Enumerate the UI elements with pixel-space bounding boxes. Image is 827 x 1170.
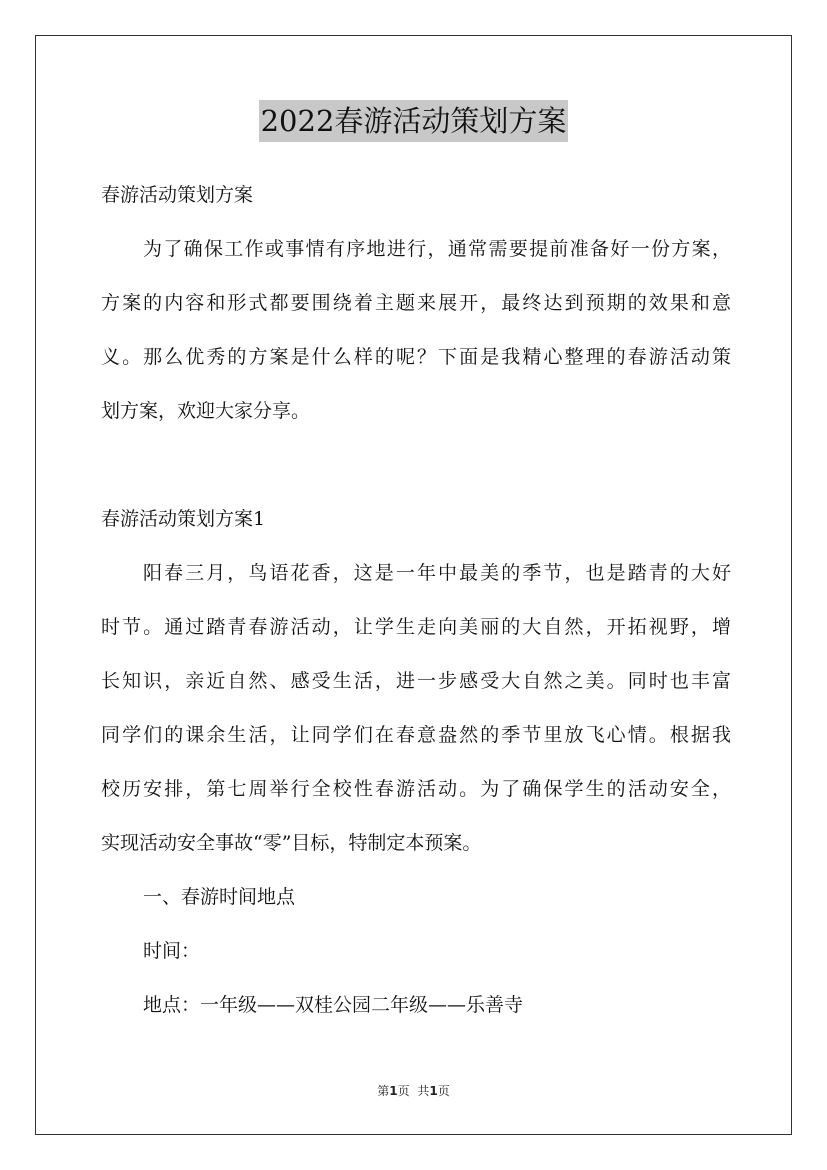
document-body [101, 168, 731, 1032]
text-line: 地点：一年级——双桂公园二年级——乐善寺 [143, 994, 524, 1016]
text-line: 同学们的课余生活，让同学们在春意盎然的季节里放飞心情。根据我 [101, 724, 731, 746]
total-prefix: 共 [417, 1084, 430, 1098]
text-line: 方案的内容和形式都要围绕着主题来展开，最终达到预期的效果和意 [101, 292, 731, 314]
total-suffix: 页 [437, 1084, 450, 1098]
text-line: 春游活动策划方案 [101, 184, 254, 206]
text-line: 义。那么优秀的方案是什么样的呢？下面是我精心整理的春游活动策 [101, 346, 731, 368]
text-line: 校历安排，第七周举行全校性春游活动。为了确保学生的活动安全， [101, 778, 731, 800]
blank-line [101, 438, 731, 492]
document-title: 2022春游活动策划方案 [259, 100, 569, 142]
subsection-heading: 一、春游时间地点 [143, 886, 296, 908]
text-line: 划方案，欢迎大家分享。 [101, 400, 311, 422]
text-line: 为了确保工作或事情有序地进行，通常需要提前准备好一份方案， [143, 238, 731, 260]
title-wrap [0, 100, 827, 142]
page-suffix: 页 [397, 1084, 410, 1098]
section-heading: 春游活动策划方案1 [101, 508, 266, 530]
total-pages: 1 [429, 1084, 438, 1098]
page-footer [0, 1082, 827, 1100]
text-line: 阳春三月，鸟语花香，这是一年中最美的季节，也是踏青的大好 [143, 562, 731, 584]
text-line: 时间： [143, 940, 201, 962]
text-line: 实现活动安全事故“零”目标，特制定本预案。 [101, 832, 482, 854]
page-prefix: 第 [377, 1084, 390, 1098]
text-line: 长知识，亲近自然、感受生活，进一步感受大自然之美。同时也丰富 [101, 670, 731, 692]
text-line: 时节。通过踏青春游活动，让学生走向美丽的大自然，开拓视野，增 [101, 616, 731, 638]
page-number: 1 [389, 1084, 398, 1098]
